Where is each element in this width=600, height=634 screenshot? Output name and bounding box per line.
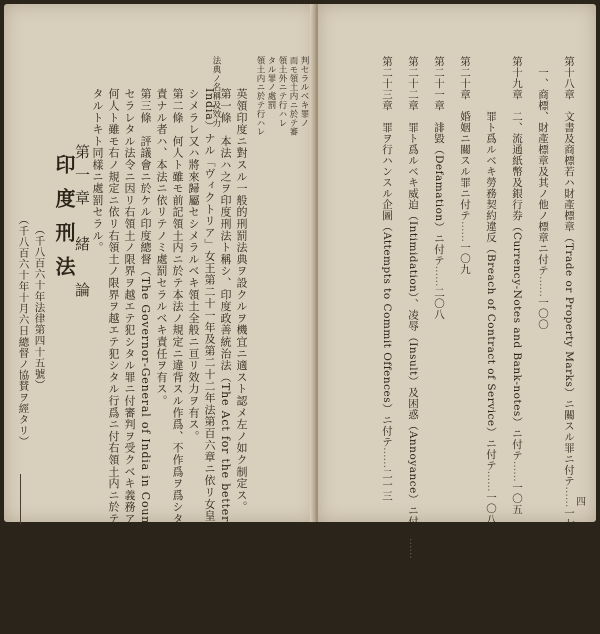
toc-page: 二一三 xyxy=(381,468,393,502)
margin-note: 而モ領土内ニ於テ審 xyxy=(288,56,298,137)
toc-page: 二〇八 xyxy=(433,286,445,320)
toc-entry xyxy=(486,56,497,525)
toc-page: 一〇八 xyxy=(485,491,497,525)
toc-label: 第十八章 文書及商標若ハ財產標章（Trade or Property Marks）ニ關スル罪ニ付テ xyxy=(563,56,575,487)
toc-leader: …… xyxy=(459,221,471,242)
left-page xyxy=(4,4,316,634)
toc-page: 二一一 xyxy=(407,558,419,592)
body-line: シメラレ又ハ將來歸屬セシメラルベキ領土全般ニ亘リ效力ヲ有ス。 xyxy=(187,88,200,442)
toc-leader: …… xyxy=(537,276,549,297)
right-page xyxy=(318,4,596,592)
body-line: 第二條 何人ト雖モ前記領土内ニ於テ本法ノ規定ニ違背スル作爲、不作爲ヲ爲シタル場合ニ於テハ xyxy=(171,88,184,608)
toc-entry xyxy=(460,56,471,275)
toc-leader: …… xyxy=(407,537,419,559)
toc-label: 一、商標、財產標章及其ノ他ノ標章ニ付テ xyxy=(537,56,549,276)
toc-page: 一〇〇 xyxy=(537,297,549,330)
toc-page: 一〇九 xyxy=(459,242,471,275)
chapter-heading: 第一章 緒 論 xyxy=(73,144,91,305)
body-line: 英領印度ニ對スル一般的刑罰法典ヲ設クルヲ機宜ニ適スト認メ左ノ如ク制定ス。 xyxy=(235,88,248,513)
toc-leader: …… xyxy=(381,447,393,469)
toc-label: 第二十三章 罪ヲ行ハンスル企圖（Attempts to Commit Offences）ニ付テ xyxy=(381,56,393,448)
toc-label: 第二十章 婚姻ニ關スル罪ニ付テ xyxy=(459,56,471,221)
toc-page: 一七〇 xyxy=(563,507,575,541)
law-title: 印度刑法 xyxy=(52,154,76,290)
toc-label: 第二十二章 罪ト爲ルベキ威迫（Intimidation）、凌辱（Insult）及困惑（Annoyance）ニ付テ xyxy=(407,56,419,538)
body-line: タルトキト同樣ニ處罰セラル。 xyxy=(91,88,104,254)
margin-note: 領土内ニ於テ行ハレ xyxy=(255,56,265,137)
body-line: 何人ト雖モ右ノ規定ニ依リ右領土ノ限界ヲ越エテ犯シタル行爲ニ付右領土内ニ於テ犯シ xyxy=(107,88,120,549)
toc-leader: …… xyxy=(563,486,575,508)
margin-note: 領土外ニテ行ハレ xyxy=(277,56,287,128)
page-number: 四 xyxy=(576,497,586,508)
law-number: （千八百六十年法律第四十五號） xyxy=(33,224,46,391)
body-line: 第三條 評議會ニ於ケル印度總督（The Governor-General of India in Council）ニ依リ發布施行 xyxy=(139,88,152,634)
body-line: 責ナル者ハ、本法ニ依リテノミ處罰セラルベキ責任ヲ有ス。 xyxy=(155,88,168,407)
body-line: セラレタル法令ニ因リ右領土ノ限界ヲ越エテ犯シタル罪ニ付審判ヲ受クベキ義務アル者ハ、 xyxy=(123,88,136,572)
toc-entry xyxy=(408,56,419,592)
toc-label: 第十九章 二、流通紙幣及銀行券（Currency-Notes and Bank-notes）ニ付テ xyxy=(511,56,523,461)
toc-label: 第二十一章 誹毀（Defamation）ニ付テ xyxy=(433,56,445,266)
toc-entry xyxy=(564,56,575,540)
body-line: 第一條 本法ハ之ヲ印度刑法ト稱シ、印度政善統治法（The Act for the better Government of xyxy=(219,88,232,620)
toc-leader: …… xyxy=(485,470,497,492)
margin-note: 判セラルベキ罪ノ xyxy=(299,56,309,128)
toc-label: 罪ト爲ルベキ勞務契約違反（Breach of Contract of Service）ニ付テ xyxy=(485,56,497,471)
body-line: India）ナル「ヴィクトリア」女王第二十一年及第二十二年法第百六章ニ依リ女皇陛下ニ歸屬セ xyxy=(203,88,216,593)
margin-note: タル罪ノ處罰 xyxy=(266,56,276,110)
toc-entry xyxy=(382,56,393,501)
page-rule xyxy=(20,474,21,524)
toc-entry xyxy=(434,56,445,320)
toc-entry xyxy=(538,56,549,330)
law-date: （千八百六十年十月六日總督ノ協賛ヲ經タリ） xyxy=(17,214,30,448)
margin-note: 法典ノ名稱及效力 xyxy=(211,56,221,128)
toc-leader: …… xyxy=(433,265,445,287)
toc-entry xyxy=(512,56,523,515)
toc-page: 一〇五 xyxy=(511,481,523,515)
toc-leader: …… xyxy=(511,460,523,482)
